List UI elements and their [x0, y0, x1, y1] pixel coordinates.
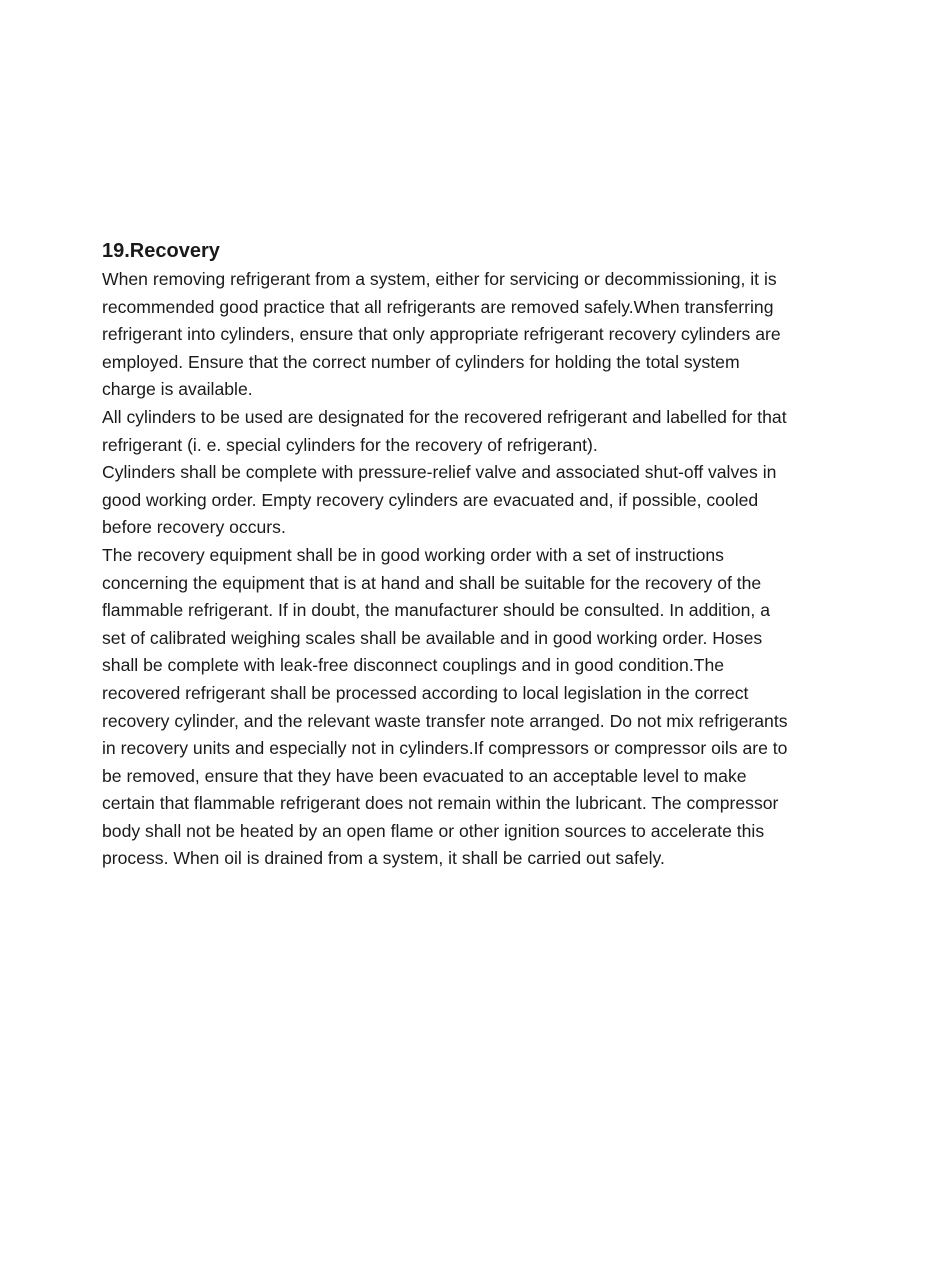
paragraph-intro	[102, 266, 862, 404]
text-line: shall be complete with leak-free disconnect couplings and in good condition.The	[102, 655, 725, 676]
text-line: Cylinders shall be complete with pressure-relief valve and associated shut-off valves in	[102, 462, 777, 483]
text-line: set of calibrated weighing scales shall be available and in good working order. Hoses	[102, 627, 763, 648]
section-title: 19.Recovery	[102, 240, 220, 262]
text-line: before recovery occurs.	[102, 517, 286, 538]
text-line: The recovery equipment shall be in good working order with a set of instructions	[102, 544, 724, 565]
recovery-section	[102, 237, 862, 873]
text-line: recovery cylinder, and the relevant waste transfer note arranged. Do not mix refrigerants	[102, 710, 788, 731]
text-line: employed. Ensure that the correct number of cylinders for holding the total system	[102, 351, 740, 372]
text-line: recovered refrigerant shall be processed according to local legislation in the correct	[102, 682, 749, 703]
text-line: in recovery units and especially not in cylinders.If compressors or compressor oils are to	[102, 738, 788, 759]
text-line: charge is available.	[102, 379, 253, 400]
text-line: certain that flammable refrigerant does not remain within the lubricant. The compressor	[102, 793, 779, 814]
text-line: recommended good practice that all refrigerants are removed safely.When transferring	[102, 296, 774, 317]
paragraph-cylinders-complete	[102, 459, 862, 542]
paragraph-recovery-equipment	[102, 542, 862, 873]
text-line: be removed, ensure that they have been evacuated to an acceptable level to make	[102, 765, 747, 786]
text-line: good working order. Empty recovery cylinders are evacuated and, if possible, cooled	[102, 489, 759, 510]
text-line: concerning the equipment that is at hand and shall be suitable for the recovery of the	[102, 572, 762, 593]
text-line: refrigerant into cylinders, ensure that only appropriate refrigerant recovery cylinders are	[102, 324, 781, 345]
text-line: When removing refrigerant from a system, either for servicing or decommissioning, it is	[102, 269, 777, 289]
text-line: All cylinders to be used are designated for the recovered refrigerant and labelled for that	[102, 406, 787, 427]
text-line: body shall not be heated by an open flame or other ignition sources to accelerate this	[102, 820, 765, 841]
paragraph-cylinders-designated	[102, 404, 862, 459]
text-line: refrigerant (i. e. special cylinders for the recovery of refrigerant).	[102, 434, 598, 455]
text-line: flammable refrigerant. If in doubt, the manufacturer should be consulted. In addition, a	[102, 600, 770, 621]
text-line: process. When oil is drained from a system, it shall be carried out safely.	[102, 848, 665, 869]
